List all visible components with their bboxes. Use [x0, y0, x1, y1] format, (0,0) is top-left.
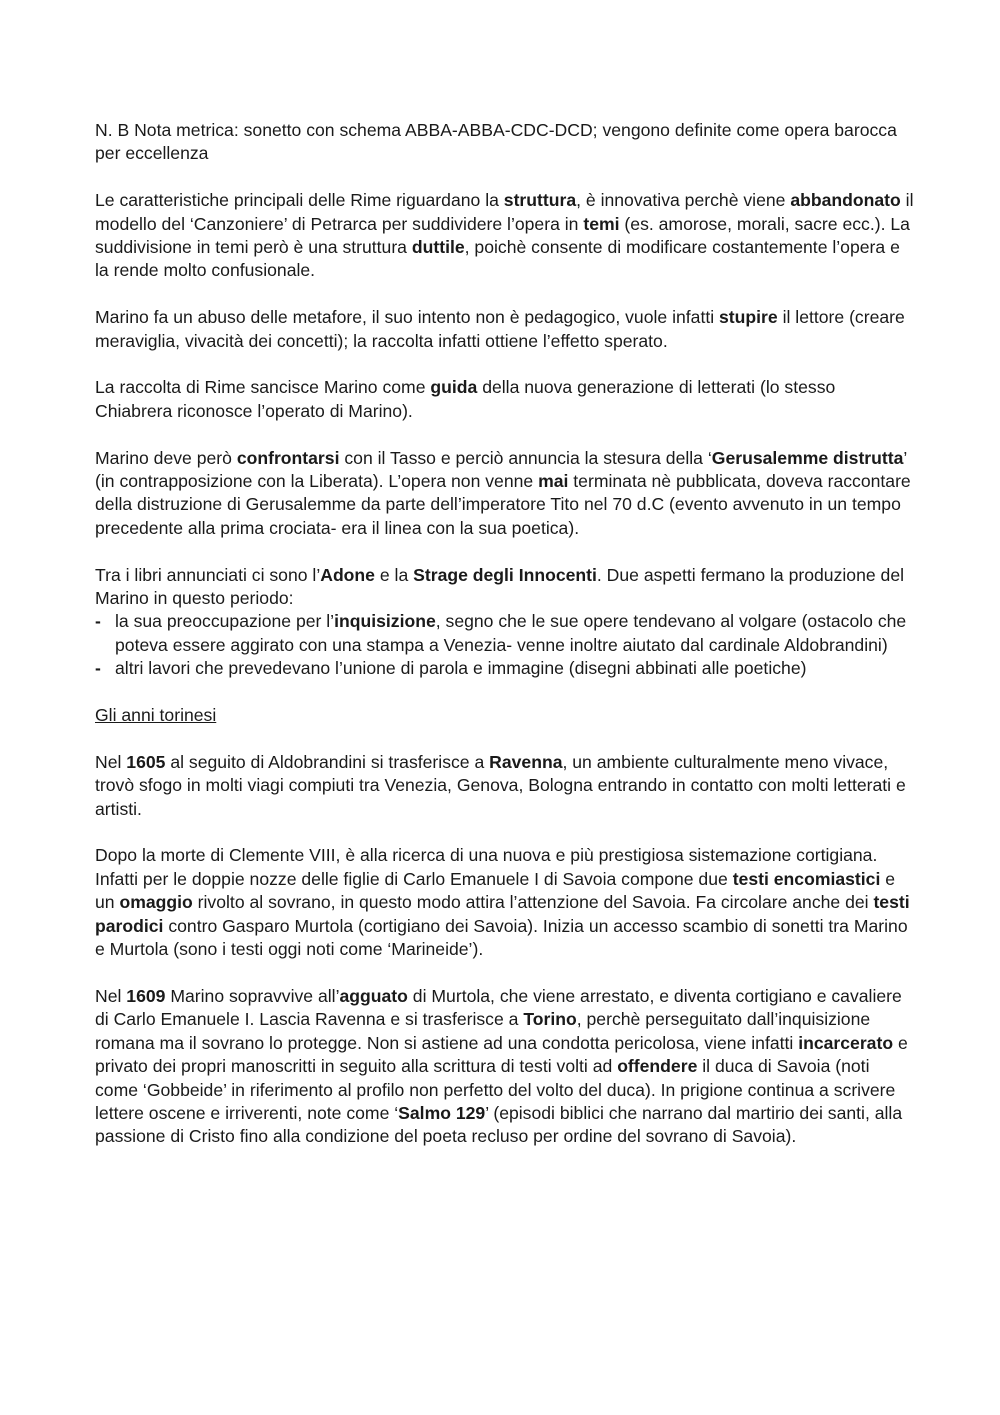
paragraph-clemente: Dopo la morte di Clemente VIII, è alla ricerca di una nuova e più prestigiosa sistemazione cortigiana. Infatti per le doppie nozze delle figlie di Carlo Emanuele I di Savoia compone due testi encomiastici e un omaggio rivolto al sovrano, in questo modo attira l’attenzione del Savoia. Fa circolare anche dei testi parodici contro Gasparo Murtola (cortigiano dei Savoia). Inizia un accesso scambio di sonetti tra Marino e Murtola (sono i testi oggi noti come ‘Marineide’). — [95, 845, 910, 960]
bold-term: omaggio — [119, 892, 193, 913]
bold-term: Ravenna — [489, 751, 563, 772]
bold-term: testi encomiastici — [732, 868, 881, 889]
bold-term: testi parodici — [95, 892, 910, 936]
bold-term: Torino — [523, 1009, 577, 1030]
list-item: - la sua preoccupazione per l’inquisizione, segno che le sue opere tendevano al volgare (ostacolo che poteva essere aggirato con una stampa a Venezia- venne inoltre aiutato dal cardinale Aldobrandini) — [95, 611, 907, 655]
bold-term: mai — [538, 471, 569, 492]
bold-term: temi — [583, 213, 620, 234]
bold-term: 1605 — [126, 751, 166, 772]
bold-term: confrontarsi — [236, 447, 340, 468]
paragraph-1605: Nel 1605 al seguito di Aldobrandini si trasferisce a Ravenna, un ambiente culturalmente meno vivace, trovò sfogo in molti viagi compiuti tra Venezia, Genova, Bologna entrando in contatto con molti letterati e artisti. — [95, 751, 906, 819]
bullet-dash: - — [95, 611, 101, 632]
bold-term: 1609 — [126, 985, 166, 1006]
document-page — [95, 119, 915, 1172]
bold-term: stupire — [719, 307, 778, 328]
paragraph-announced-books: Tra i libri annunciati ci sono l’Adone e la Strage degli Innocenti. Due aspetti fermano la produzione del Marino in questo periodo: — [95, 564, 905, 609]
bold-term: Salmo 129 — [398, 1102, 486, 1123]
bold-term: inquisizione — [334, 611, 436, 632]
bold-term: Strage degli Innocenti — [413, 564, 597, 585]
bold-term: Gerusalemme distrutta — [711, 447, 904, 468]
paragraph-tasso: Marino deve però confrontarsi con il Tasso e perciò annuncia la stesura della ‘Gerusalemme distrutta’ (in contrapposizione con la Liberata). L’opera non venne mai terminata nè pubblicata, doveva raccontare della distruzione di Gerusalemme da parte dell’imperatore Tito nel 70 d.C (evento avvenuto in un tempo precedente alla prima crociata- era il linea con la sua poetica). — [95, 447, 911, 538]
bold-term: incarcerato — [798, 1032, 894, 1053]
bold-term: guida — [430, 377, 478, 398]
bullet-dash: - — [95, 658, 101, 679]
bold-term: abbandonato — [790, 190, 901, 211]
bold-term: duttile — [411, 237, 465, 258]
aspects-list — [95, 610, 915, 680]
paragraph-metrical-note: N. B Nota metrica: sonetto con schema ABBA-ABBA-CDC-DCD; vengono definite come opera barocca per eccellenza — [95, 120, 897, 164]
paragraph-1609: Nel 1609 Marino sopravvive all’agguato di Murtola, che viene arrestato, e diventa cortigiano e cavaliere di Carlo Emanuele I. Lascia Ravenna e si trasferisce a Torino, perchè perseguitato dall’inquisizione romana ma il sovrano lo protegge. Non si astiene ad una condotta pericolosa, viene infatti incarcerato e privato dei propri manoscritti in seguito alla scrittura di testi volti ad offendere il duca di Savoia (noti come ‘Gobbeide’ in riferimento al profilo non perfetto del volto del duca). In prigione continua a scrivere lettere oscene e irriverenti, note come ‘Salmo 129’ (episodi biblici che narrano dal martirio dei santi, alla passione di Cristo fino alla condizione del poeta recluso per ordine del sovrano di Savoia). — [95, 985, 908, 1147]
paragraph-guide: La raccolta di Rime sancisce Marino come guida della nuova generazione di letterati (lo stesso Chiabrera riconosce l’operato di Marino). — [95, 377, 836, 421]
section-heading: Gli anni torinesi — [95, 705, 217, 726]
paragraph-metaphors: Marino fa un abuso delle metafore, il suo intento non è pedagogico, vuole infatti stupire il lettore (creare meraviglia, vivacità dei concetti); la raccolta infatti ottiene l’effetto sperato. — [95, 307, 905, 351]
bold-term: offendere — [617, 1056, 698, 1077]
list-item: - altri lavori che prevedevano l’unione di parola e immagine (disegni abbinati alle poetiche) — [95, 657, 915, 680]
bold-term: Adone — [320, 564, 375, 585]
bold-term: struttura — [503, 190, 577, 211]
paragraph-rime-structure: Le caratteristiche principali delle Rime riguardano la struttura, è innovativa perchè viene abbandonato il modello del ‘Canzoniere’ di Petrarca per suddividere l’opera in temi (es. amorose, morali, sacre ecc.). La suddivisione in temi però è una struttura duttile, poichè consente di modificare costantemente l’opera e la rende molto confusionale. — [95, 190, 914, 281]
bold-term: agguato — [339, 985, 408, 1006]
